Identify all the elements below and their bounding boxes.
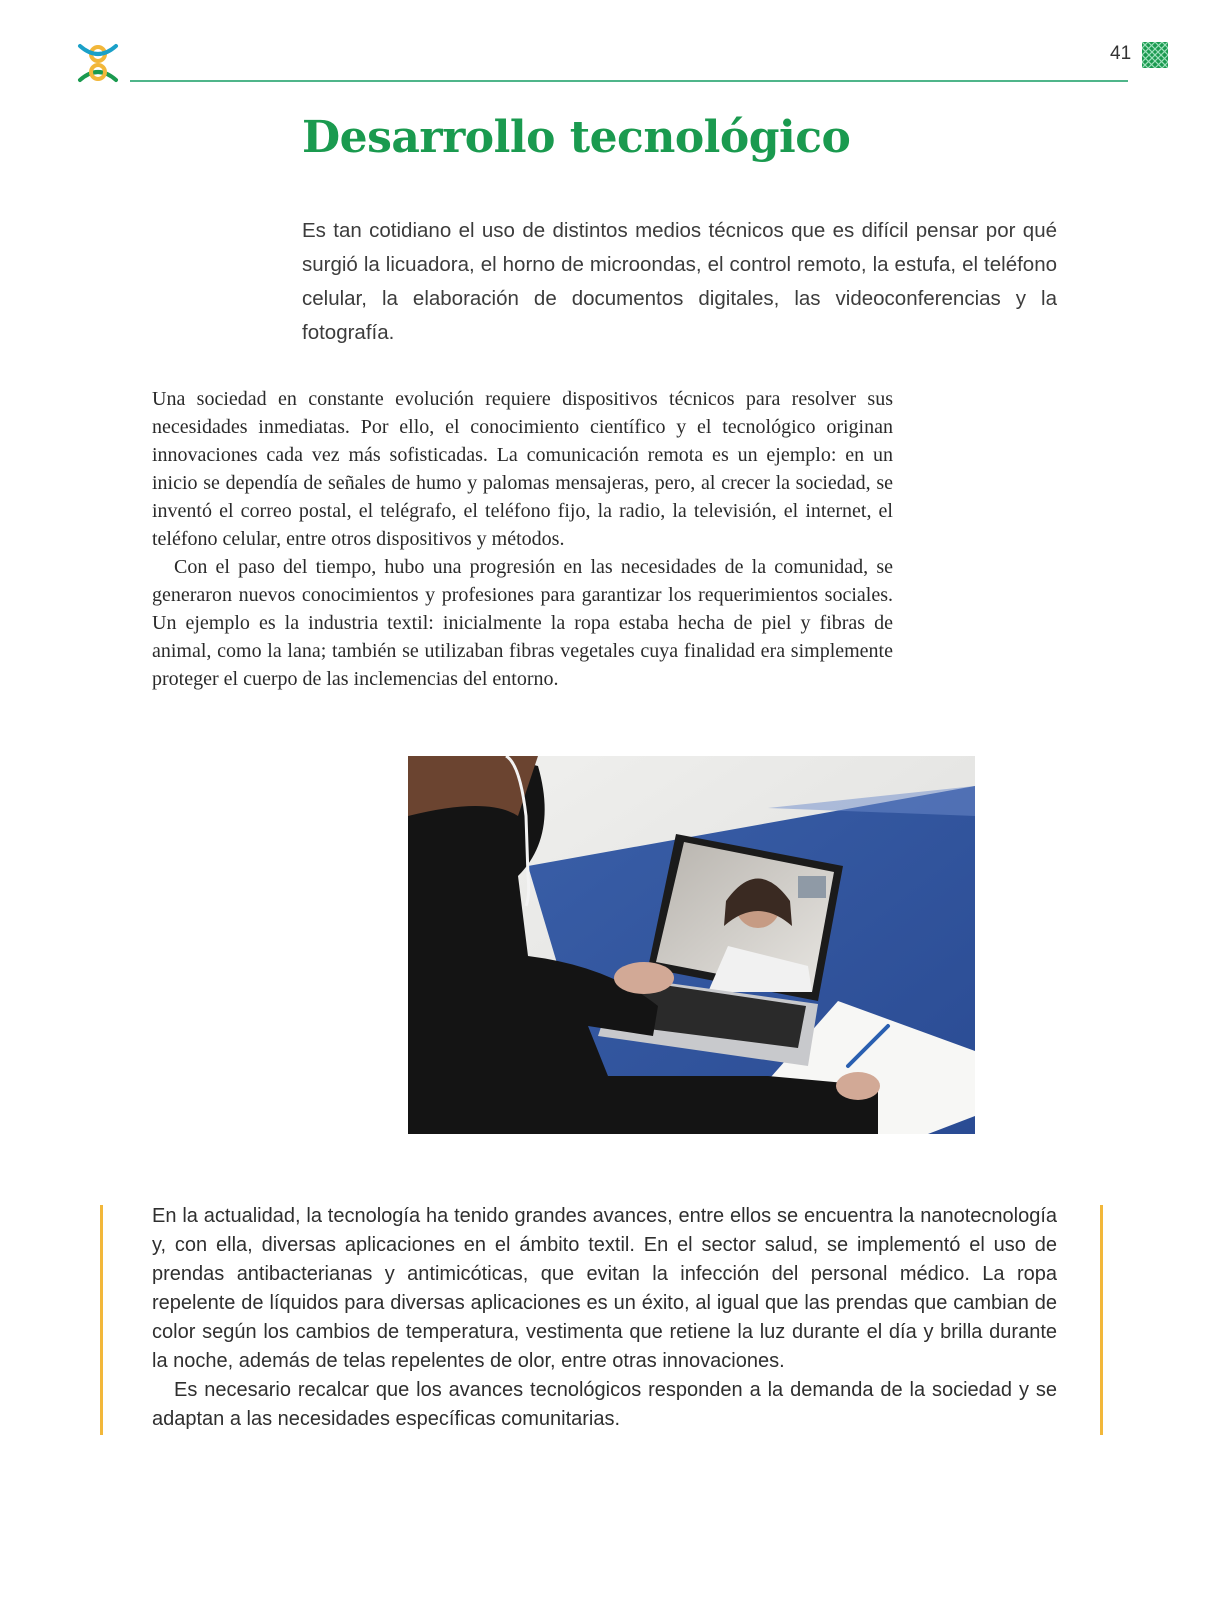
stylized-figure-logo-icon bbox=[74, 40, 122, 86]
body-paragraph-1: Una sociedad en constante evolución requiere dispositivos técnicos para resolver sus necesidades inmediatas. Por ello, el conocimiento científico y el tecnológico originan innovaciones cada vez más sofisticadas. La comunicación remota es un ejemplo: en un inicio se dependía de señales de humo y palomas mensajeras, pero, al crecer la sociedad, se inventó el correo postal, el telégrafo, el teléfono fijo, la radio, la televisión, el internet, el teléfono celular, entre otros dispositivos y métodos. bbox=[152, 388, 893, 550]
box-right-bar bbox=[1100, 1205, 1103, 1435]
intro-paragraph: Es tan cotidiano el uso de distintos medios técnicos que es difícil pensar por qué surgió la licuadora, el horno de microondas, el control remoto, la estufa, el teléfono celular, la elaboración de documentos digitales, las videoconferencias y la fotografía. bbox=[302, 219, 1057, 344]
box-left-bar bbox=[100, 1205, 103, 1435]
videoconference-photo bbox=[408, 756, 975, 1134]
highlight-box bbox=[152, 1202, 1057, 1434]
green-pattern-square-icon bbox=[1142, 42, 1168, 68]
header-rule bbox=[130, 80, 1128, 82]
box-paragraph-2: Es necesario recalcar que los avances tecnológicos responden a la demanda de la sociedad y se adaptan a las necesidades específicas comunitarias. bbox=[152, 1379, 1057, 1430]
body-paragraph-2: Con el paso del tiempo, hubo una progresión en las necesidades de la comunidad, se generaron nuevos conocimientos y profesiones para garantizar los requerimientos sociales. Un ejemplo es la industria textil: inicialmente la ropa estaba hecha de piel y fibras de animal, como la lana; también se utilizaban fibras vegetales cuya finalidad era simplemente proteger el cuerpo de las inclemencias del entorno. bbox=[152, 556, 893, 690]
body-text bbox=[152, 385, 893, 693]
box-paragraph-1: En la actualidad, la tecnología ha tenido grandes avances, entre ellos se encuentra la nanotecnología y, con ella, diversas aplicaciones en el ámbito textil. En el sector salud, se implementó el uso de prendas antibacterianas y antimicóticas, que evitan la infección del personal médico. La ropa repelente de líquidos para diversas aplicaciones es un éxito, al igual que las prendas que cambian de color según los cambios de temperatura, vestimenta que retiene la luz durante el día y brilla durante la noche, además de telas repelentes de olor, entre otras innovaciones. bbox=[152, 1205, 1057, 1372]
page-title: Desarrollo tecnológico bbox=[302, 112, 851, 163]
page-number: 41 bbox=[1110, 43, 1132, 64]
